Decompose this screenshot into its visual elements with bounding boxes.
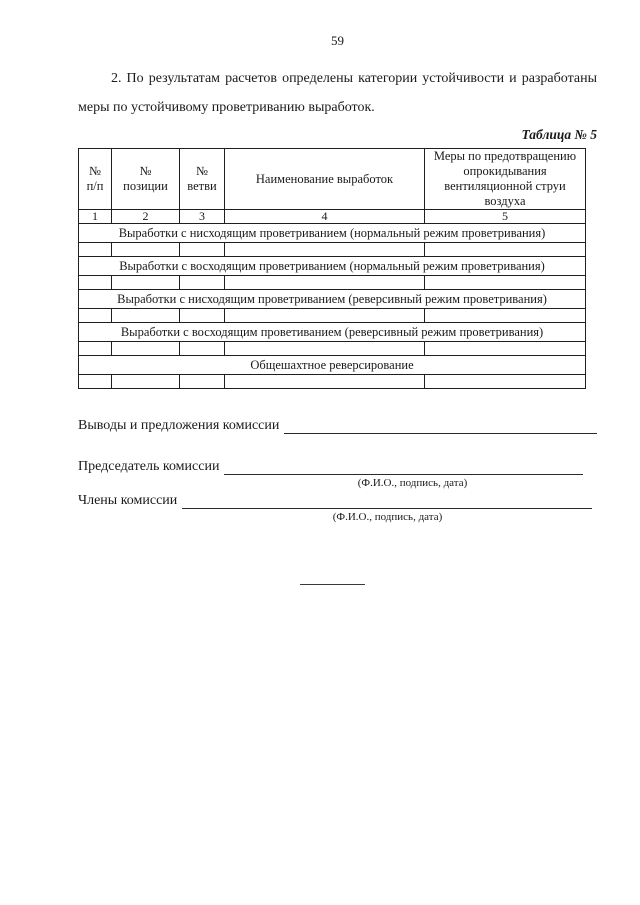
empty-cell: [112, 243, 180, 257]
empty-cell: [180, 309, 225, 323]
section-title: Выработки с восходящим проветиванием (реверсивный режим проветривания): [79, 323, 586, 342]
col-header-branch: [180, 149, 225, 210]
empty-cell: [112, 276, 180, 290]
table-row: [79, 243, 586, 257]
members-caption: (Ф.И.О., подпись, дата): [332, 511, 443, 523]
empty-cell: [180, 375, 225, 389]
column-number-cell: 2: [112, 210, 180, 224]
empty-cell: [425, 276, 586, 290]
section-row-mine-wide-reversal: [79, 356, 586, 375]
section-row-ascending-reverse: [79, 323, 586, 342]
empty-cell: [112, 309, 180, 323]
empty-cell: [79, 342, 112, 356]
empty-cell: [79, 309, 112, 323]
body-paragraph: 2. По результатам расчетов определены категории устойчивости и разработаны меры по устойчивому проветриванию выработок.: [78, 71, 597, 115]
end-of-document-rule: [300, 584, 365, 585]
empty-cell: [225, 243, 425, 257]
empty-cell: [112, 375, 180, 389]
empty-cell: [79, 276, 112, 290]
empty-cell: [225, 342, 425, 356]
ventilation-measures-table: [78, 148, 586, 389]
members-blank-line: [182, 494, 592, 509]
section-title: Общешахтное реверсирование: [79, 356, 586, 375]
column-numbers-row: [79, 210, 586, 224]
col-header-position-line2: позиции: [123, 179, 168, 193]
empty-cell: [180, 243, 225, 257]
col-header-branch-line1: №: [196, 164, 208, 178]
empty-cell: [225, 375, 425, 389]
table-header-row: [79, 149, 586, 210]
col-header-npp: [79, 149, 112, 210]
col-header-npp-line2: п/п: [86, 179, 104, 193]
chairman-caption: (Ф.И.О., подпись, дата): [357, 477, 468, 489]
chairman-blank-line: [224, 460, 583, 475]
table-row: [79, 276, 586, 290]
conclusions-row: [78, 417, 597, 434]
empty-cell: [79, 243, 112, 257]
empty-cell: [112, 342, 180, 356]
column-number-cell: 5: [425, 210, 586, 224]
page-number: 59: [331, 33, 344, 48]
col-header-position-line1: №: [139, 164, 152, 178]
section-row-descending-normal: [79, 224, 586, 243]
empty-cell: [180, 342, 225, 356]
empty-cell: [180, 276, 225, 290]
col-header-npp-line1: №: [89, 164, 101, 178]
column-number-cell: 3: [180, 210, 225, 224]
conclusions-label: Выводы и предложения комиссии: [78, 418, 280, 433]
table-row: [79, 342, 586, 356]
section-row-descending-reverse: [79, 290, 586, 309]
section-title: Выработки с восходящим проветриванием (нормальный режим проветривания): [79, 257, 586, 276]
table-row: [79, 375, 586, 389]
empty-cell: [425, 342, 586, 356]
col-header-branch-line2: ветви: [187, 179, 217, 193]
col-header-name: Наименование выработок: [225, 149, 425, 210]
column-number-cell: 1: [79, 210, 112, 224]
empty-cell: [225, 309, 425, 323]
col-header-position: [112, 149, 180, 210]
empty-cell: [225, 276, 425, 290]
empty-cell: [79, 375, 112, 389]
empty-cell: [425, 309, 586, 323]
members-label: Члены комиссии: [78, 493, 178, 508]
empty-cell: [425, 375, 586, 389]
section-title: Выработки с нисходящим проветриванием (нормальный режим проветривания): [79, 224, 586, 243]
empty-cell: [425, 243, 586, 257]
column-number-cell: 4: [225, 210, 425, 224]
table-caption: Таблица № 5: [521, 127, 597, 142]
members-row: [78, 492, 597, 509]
section-title: Выработки с нисходящим проветриванием (реверсивный режим проветривания): [79, 290, 586, 309]
table-row: [79, 309, 586, 323]
chairman-label: Председатель комиссии: [78, 459, 220, 474]
chairman-row: [78, 458, 597, 475]
section-row-ascending-normal: [79, 257, 586, 276]
col-header-measures: Меры по предотвращению опрокидывания вентиляционной струи воздуха: [425, 149, 586, 210]
conclusions-blank-line: [284, 419, 597, 434]
